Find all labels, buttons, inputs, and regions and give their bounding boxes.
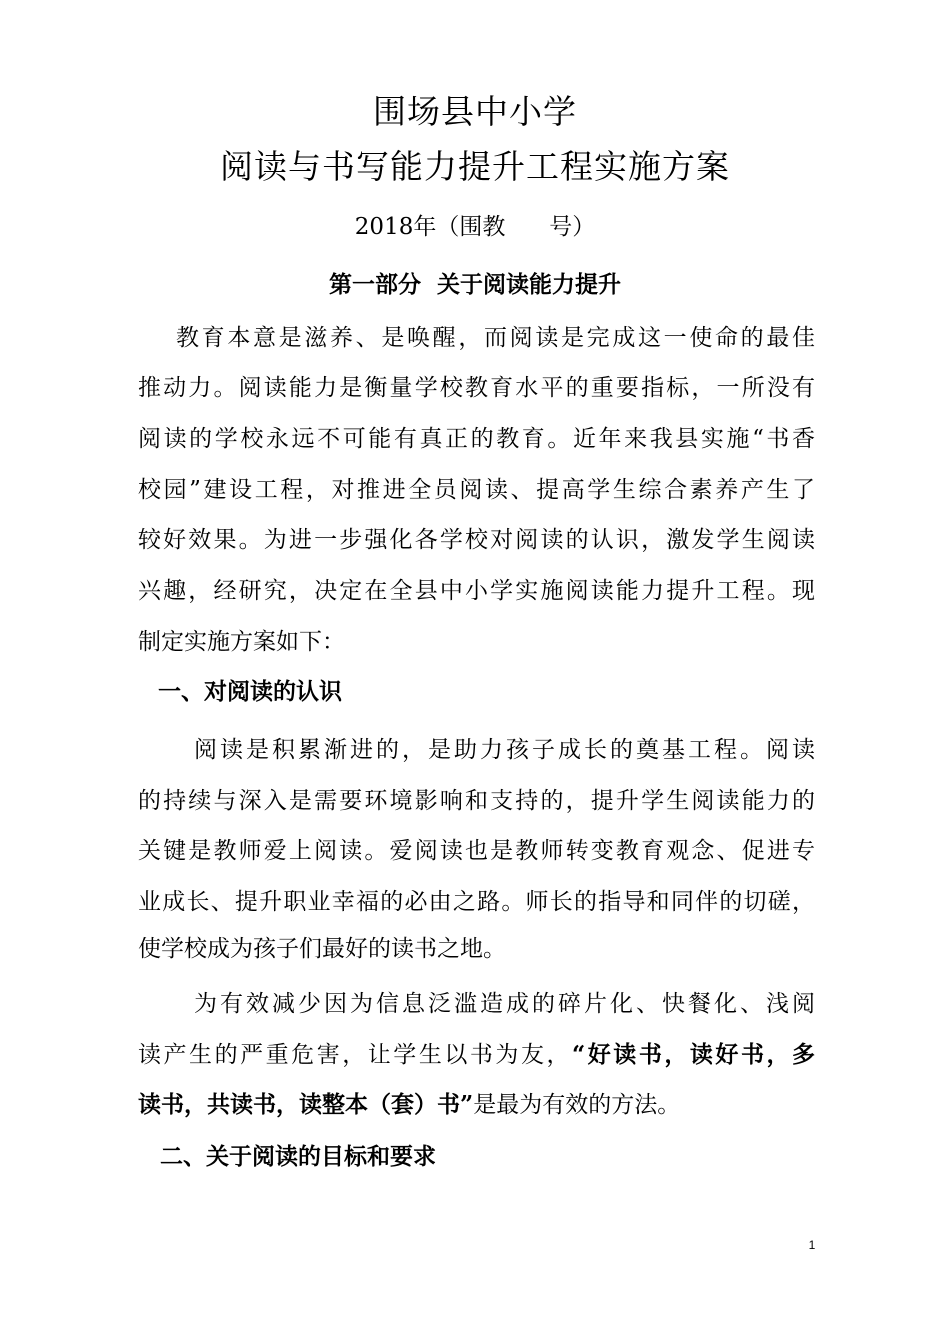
document-title-line-1: 围场县中小学	[373, 92, 577, 131]
section1-paragraph2-line-2	[138, 1039, 815, 1071]
intro-line-7: 制定实施方案如下：	[138, 629, 345, 655]
section1-paragraph1-line-2: 的持续与深入是需要环境影响和支持的，提升学生阅读能力的	[138, 788, 815, 814]
section-heading-reading-awareness: 一、对阅读的认识	[158, 678, 342, 705]
document-title-line-2: 阅读与书写能力提升工程实施方案	[220, 147, 730, 186]
intro-line-3: 阅读的学校永远不可能有真正的教育。近年来我县实施“书香	[138, 426, 815, 452]
section1-paragraph2-line-1: 为有效减少因为信息泛滥造成的碎片化、快餐化、浅阅	[194, 991, 815, 1017]
paragraph2-line2-normal-text: 读产生的严重危害，让学生以书为友，	[138, 1042, 573, 1068]
section-heading-reading-goals: 二、关于阅读的目标和要求	[160, 1143, 436, 1170]
page-number: 1	[808, 1238, 816, 1252]
document-number: 2018年（围教 号）	[354, 214, 596, 240]
intro-line-5: 较好效果。为进一步强化各学校对阅读的认识，激发学生阅读	[138, 527, 815, 553]
section1-paragraph2-line-3	[138, 1089, 815, 1121]
intro-line-4: 校园”建设工程，对推进全员阅读、提高学生综合素养产生了	[138, 477, 815, 503]
reading-motto-part-1: “好读书，读好书，多	[572, 1041, 816, 1068]
section1-paragraph1-line-3: 关键是教师爱上阅读。爱阅读也是教师转变教育观念、促进专	[138, 838, 815, 864]
section1-paragraph1-line-1: 阅读是积累渐进的，是助力孩子成长的奠基工程。阅读	[194, 737, 815, 763]
paragraph2-line3-normal-text: 是最为有效的方法。	[473, 1092, 681, 1118]
reading-motto-part-2: 读书，共读书，读整本（套）书”	[138, 1091, 474, 1118]
intro-line-2: 推动力。阅读能力是衡量学校教育水平的重要指标，一所没有	[138, 375, 815, 401]
intro-line-1: 教育本意是滋养、是唤醒，而阅读是完成这一使命的最佳	[176, 325, 815, 351]
section1-paragraph1-line-4: 业成长、提升职业幸福的必由之路。师长的指导和同伴的切磋，	[138, 889, 815, 915]
intro-line-6: 兴趣，经研究，决定在全县中小学实施阅读能力提升工程。现	[138, 578, 815, 604]
section1-paragraph1-line-5: 使学校成为孩子们最好的读书之地。	[138, 936, 506, 962]
part-title: 第一部分 关于阅读能力提升	[328, 271, 621, 298]
